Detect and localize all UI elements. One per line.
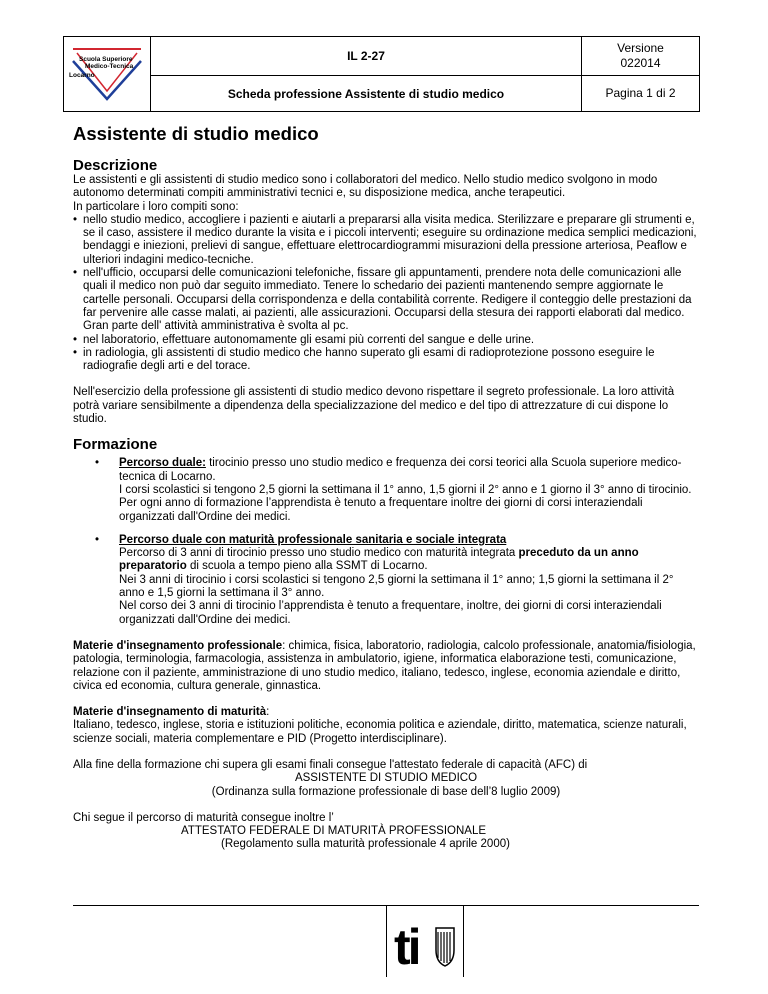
percorso-maturita-label: Percorso duale con maturità professionale sanitaria e sociale integrata bbox=[119, 533, 507, 546]
percorso-maturita-text1a: Percorso di 3 anni di tirocinio presso uno studio medico con maturità integrata bbox=[119, 547, 519, 560]
document-header bbox=[63, 36, 700, 112]
document-body bbox=[73, 116, 699, 852]
maturita-title: ATTESTATO FEDERALE DI MATURITÀ PROFESSIONALE bbox=[181, 825, 487, 838]
descrizione-intro: Le assistenti e gli assistenti di studio medico sono i collaboratori del medico. Nello studio medico svolgono in modo autonomo determinati compiti amministrativi tecnici e, su disposizione medica, anche terapeutici. bbox=[73, 174, 658, 200]
percorso-duale-text2: I corsi scolastici si tengono 2,5 giorni la settimana il 1° anno, 1,5 giorni il 2° anno e 1 giorno il 3° anno di tirocinio. bbox=[119, 483, 692, 496]
maturita-intro: Chi segue il percorso di maturità consegue inoltre l’ bbox=[73, 811, 334, 824]
version-value: 022014 bbox=[620, 56, 661, 70]
percorso-maturita-text2: Nei 3 anni di tirocinio i corsi scolastici si tengono 2,5 giorni la settimana il 1° anno; 1,5 giorni la settimana il 2° anno e 1,5 giorni la settimana il 3° anno. bbox=[119, 573, 674, 600]
percorso-duale-text3: Per ogni anno di formazione l’apprendista è tenuto a frequentare inoltre dei giorni di corsi interaziendali organizzati dall'Ordine dei medici. bbox=[119, 497, 643, 523]
school-logo bbox=[67, 41, 147, 107]
logo-line3: Locarno bbox=[69, 72, 95, 79]
materie-professionali bbox=[73, 640, 699, 693]
doc-code: IL 2-27 bbox=[151, 37, 582, 76]
page-info: Pagina 1 di 2 bbox=[582, 76, 700, 112]
materie-prof-text: : chimica, fisica, laboratorio, radiologia, calcolo professionale, anatomia/fisiologia, patologia, terminologia, farmacologia, assistenza in ambulatorio, igiene, informatica elaborazione testi, comunicazione, relazione con il paziente, amministrazione di uno studio medico, italiano, tedesco, inglese, economia aziendale e diritto, civica ed economia, cultura generale, ginnastica. bbox=[73, 639, 696, 692]
materie-mat-list: Italiano, tedesco, inglese, storia e istituzioni politiche, economia politica e aziendale, diritto, matematica, scienze naturali, scienze sociali, materia complementare e PID (Progetto interdisciplinare). bbox=[73, 719, 687, 745]
materie-mat-colon: : bbox=[266, 706, 270, 719]
tasks-list bbox=[73, 214, 699, 374]
afc-ordinanza: (Ordinanza sulla formazione professionale di base dell’8 luglio 2009) bbox=[211, 785, 561, 798]
canton-shield-icon bbox=[436, 928, 454, 966]
list-item-percorso-duale bbox=[73, 457, 699, 523]
percorso-maturita-text1b: preceduto da un anno preparatorio bbox=[119, 547, 639, 573]
list-item: • in radiologia, gli assistenti di studio medico che hanno superato gli esami di radioprotezione possono eseguire le radiografie degli arti e del torace. bbox=[73, 347, 699, 374]
afc-title: ASSISTENTE DI STUDIO MEDICO bbox=[294, 772, 478, 785]
materie-prof-label: Materie d'insegnamento professionale bbox=[73, 639, 283, 652]
footer-logo-text: ti bbox=[394, 919, 419, 974]
training-paths-list bbox=[73, 457, 699, 627]
percorso-duale-text1: tirocinio presso uno studio medico e frequenza dei corsi teorici alla Scuola superiore medico-tecnica di Locarno. bbox=[119, 457, 682, 483]
percorso-maturita-text3: Nel corso dei 3 anni di tirocinio l’apprendista è tenuto a frequentare, inoltre, dei giorni di corsi interaziendali organizzati dall'Ordine dei medici. bbox=[119, 600, 662, 626]
list-item-percorso-maturita bbox=[73, 534, 699, 627]
tasks-intro: In particolare i loro compiti sono: bbox=[73, 200, 239, 213]
percorso-duale-label: Percorso duale: bbox=[119, 457, 206, 470]
page-title: Assistente di studio medico bbox=[73, 123, 319, 144]
materie-mat-label: Materie d'insegnamento di maturità bbox=[73, 706, 267, 719]
list-item: • nello studio medico, accogliere i pazienti e aiutarli a prepararsi alla visita medica. Sterilizzare e preparare gli strumenti e, se il caso, assistere il medico durante la visita e i piccoli interventi; eseguire su ordinazione medica semplici medicazioni, bendaggi e iniezioni, prelievi di sangue, effettuare elettrocardiogrammi misurazioni della pressione arteriosa, Peaflow e ulteriori indagini medico-tecniche. bbox=[73, 214, 699, 267]
list-item: • nell'ufficio, occuparsi delle comunicazioni telefoniche, fissare gli appuntamenti, prendere nota delle comunicazioni alle quali il medico non può dar seguito immediato. Tenere lo schedario dei pazienti mantenendo sempre aggiornate le cartelle personali. Occuparsi della corrispondenza e della contabilità corrente. Redigere il conteggio delle prestazioni da far pervenire alle casse malati, ai pazienti, alle assicurazioni. Occuparsi della stesura dei rapporti elaborati dal medico. Gran parte dell' attività amministrativa è svolta al pc. bbox=[73, 267, 699, 333]
doc-subtitle: Scheda professione Assistente di studio medico bbox=[151, 76, 582, 112]
school-logo-cell bbox=[64, 37, 151, 112]
version-cell bbox=[582, 37, 700, 76]
logo-line2: Medico-Tecnica bbox=[85, 63, 134, 70]
descrizione-closing: Nell'esercizio della professione gli assistenti di studio medico devono rispettare il segreto professionale. La loro attività potrà variare sensibilmente a dipendenza della specializzazione del medico e del tipo di attrezzature di cui dispone lo studio. bbox=[73, 386, 675, 426]
afc-intro: Alla fine della formazione chi supera gli esami finali consegue l'attestato federale di capacità (AFC) di bbox=[73, 758, 588, 771]
section-heading-formazione: Formazione bbox=[73, 436, 158, 454]
list-item: • nel laboratorio, effettuare autonomamente gli esami più correnti del sangue e delle urine. bbox=[73, 334, 699, 347]
canton-ticino-logo bbox=[392, 912, 458, 974]
logo-line1: Scuola Superiore bbox=[79, 56, 133, 63]
version-label: Versione bbox=[617, 41, 664, 55]
section-heading-descrizione: Descrizione bbox=[73, 157, 158, 174]
maturita-regolamento: (Regolamento sulla maturità professionale 4 aprile 2000) bbox=[221, 838, 510, 851]
percorso-maturita-text1c: di scuola a tempo pieno alla SSMT di Locarno. bbox=[186, 560, 428, 573]
materie-maturita bbox=[73, 706, 699, 746]
